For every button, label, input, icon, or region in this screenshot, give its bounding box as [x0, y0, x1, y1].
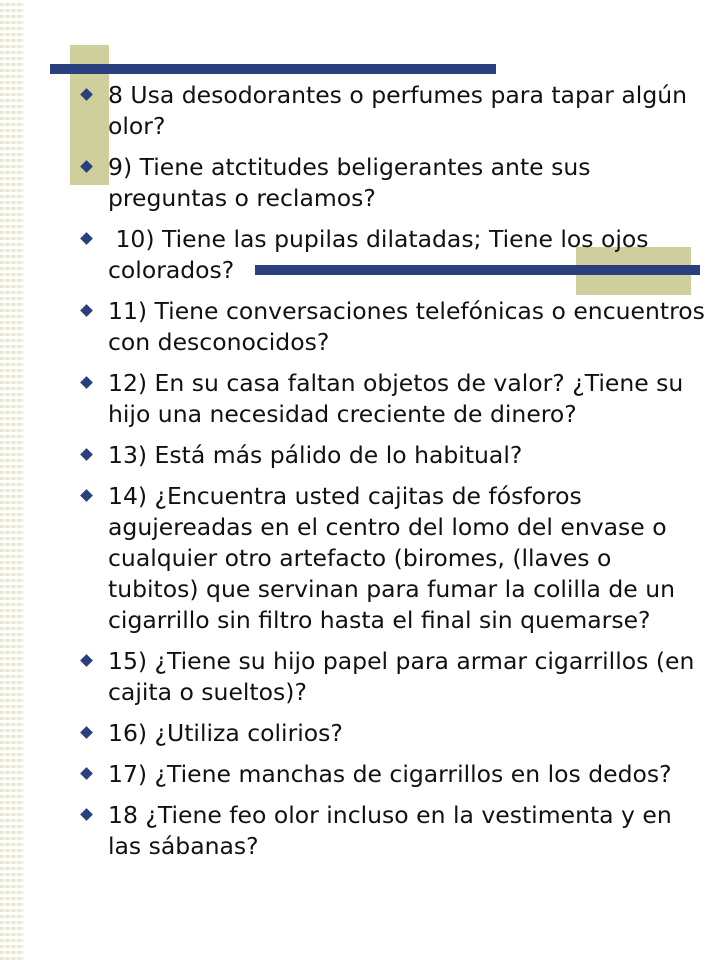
diamond-bullet-icon	[80, 88, 93, 101]
list-item	[80, 152, 705, 214]
list-item	[80, 440, 705, 471]
diamond-bullet-icon	[80, 808, 93, 821]
list-item-text: 10) Tiene las pupilas dilatadas; Tiene los ojos colorados?	[108, 225, 657, 284]
decorative-stripe-band	[0, 0, 24, 960]
list-item-text: 16) ¿Utiliza colirios?	[108, 719, 343, 747]
list-item-text: 8 Usa desodorantes o perfumes para tapar algún olor?	[108, 81, 688, 140]
list-item-text: 12) En su casa faltan objetos de valor? ¿Tiene su hijo una necesidad creciente de dinero?	[108, 369, 684, 428]
diamond-bullet-icon	[80, 726, 93, 739]
list-item-text: 18 ¿Tiene feo olor incluso en la vestimenta y en las sábanas?	[108, 801, 672, 860]
list-item-text: 17) ¿Tiene manchas de cigarrillos en los dedos?	[108, 760, 672, 788]
list-item	[80, 481, 705, 636]
diamond-bullet-icon	[80, 489, 93, 502]
checklist	[80, 80, 705, 872]
diamond-bullet-icon	[80, 160, 93, 173]
diamond-bullet-icon	[80, 448, 93, 461]
list-item	[80, 718, 705, 749]
diamond-bullet-icon	[80, 376, 93, 389]
list-item-text: 9) Tiene atctitudes beligerantes ante sus preguntas o reclamos?	[108, 153, 591, 212]
list-item	[80, 296, 705, 358]
list-item	[80, 759, 705, 790]
decorative-bar-top	[50, 64, 496, 74]
list-item	[80, 80, 705, 142]
list-item-text: 11) Tiene conversaciones telefónicas o encuentros con desconocidos?	[108, 297, 705, 356]
list-item-text: 13) Está más pálido de lo habitual?	[108, 441, 523, 469]
list-item	[80, 800, 705, 862]
list-item-text: 14) ¿Encuentra usted cajitas de fósforos agujereadas en el centro del lomo del envase o cualquier otro artefacto (biromes, (llaves o tubitos) que servinan para fumar la colilla de un cigarrillo sin filtro hasta el final sin quemarse?	[108, 482, 675, 634]
list-item	[80, 368, 705, 430]
list-item	[80, 224, 705, 286]
diamond-bullet-icon	[80, 304, 93, 317]
diamond-bullet-icon	[80, 767, 93, 780]
diamond-bullet-icon	[80, 654, 93, 667]
list-item-text: 15) ¿Tiene su hijo papel para armar cigarrillos (en cajita o sueltos)?	[108, 647, 695, 706]
list-item	[80, 646, 705, 708]
diamond-bullet-icon	[80, 232, 93, 245]
